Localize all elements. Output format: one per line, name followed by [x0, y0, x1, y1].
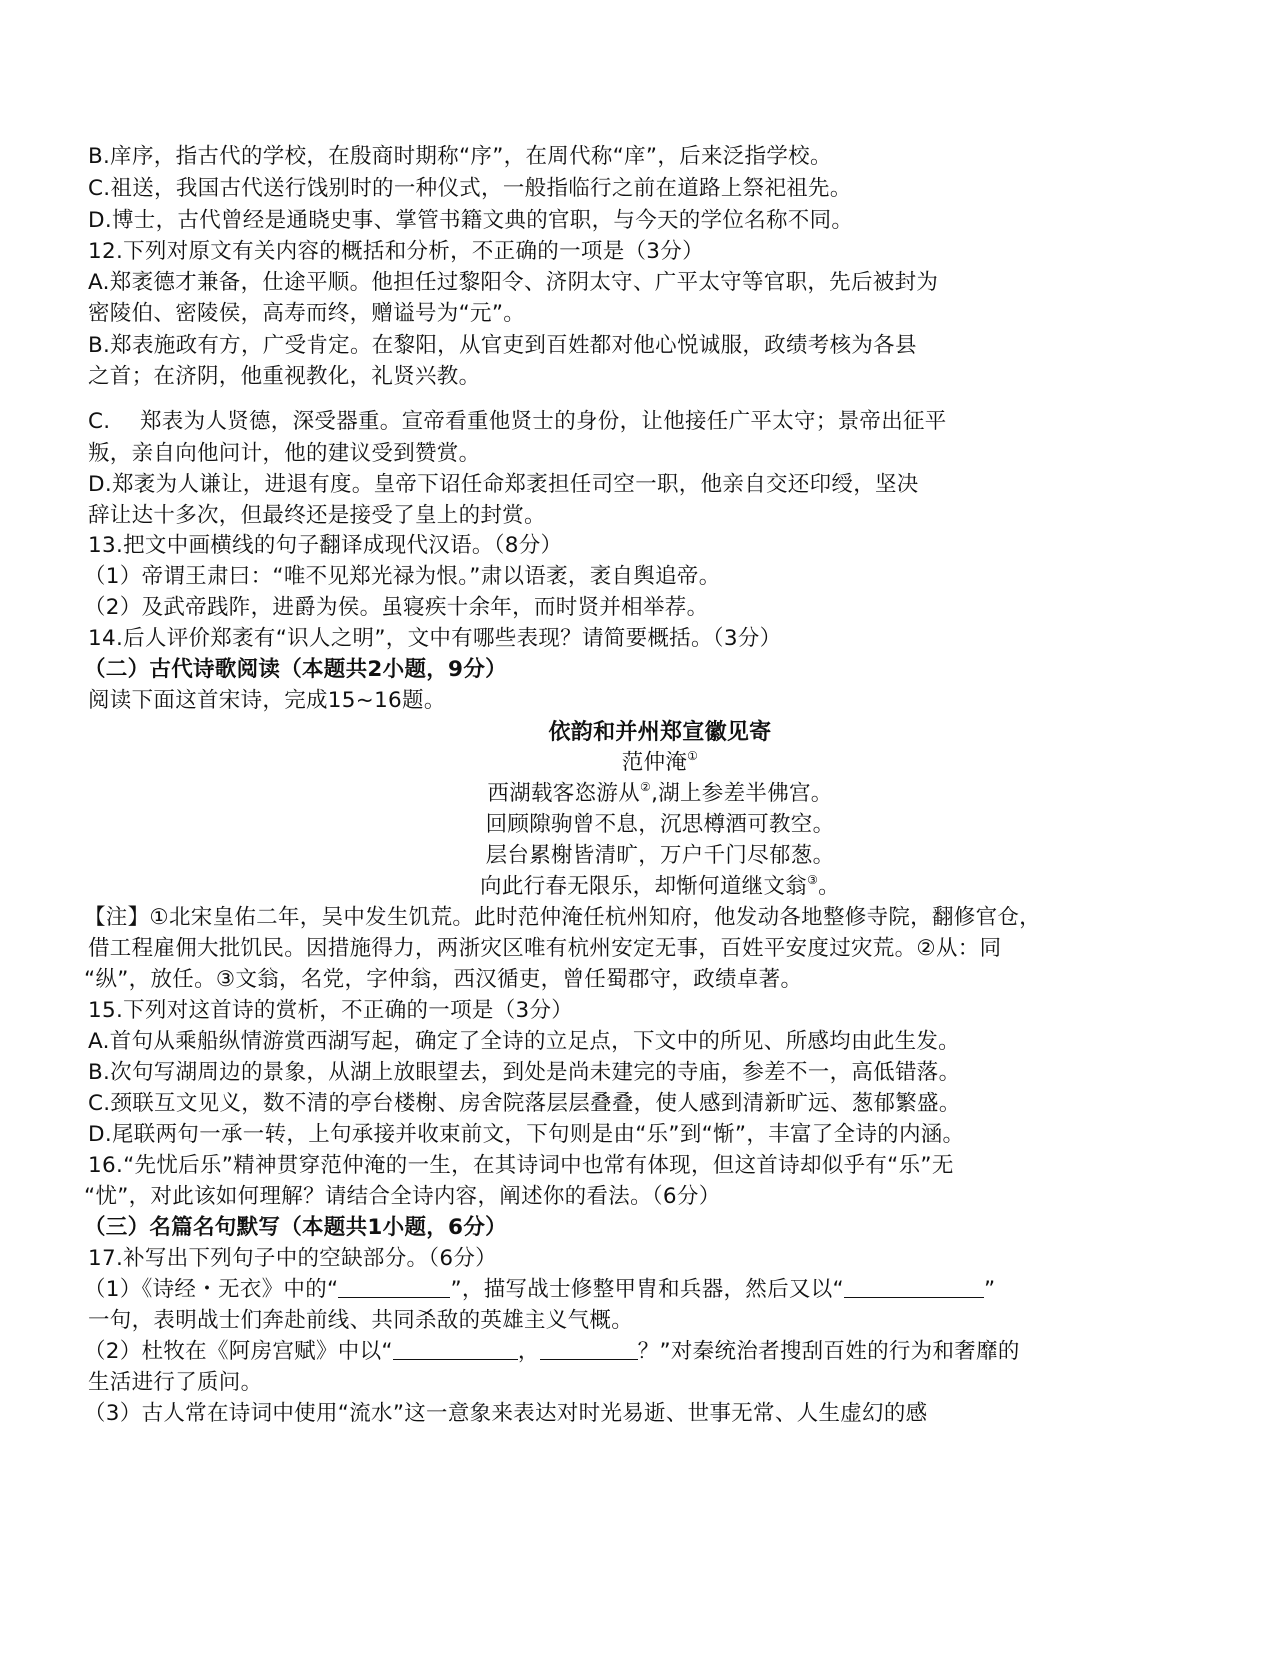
q11-option-d: D.博士，古代曾经是通晓史事、掌管书籍文典的官职，与今天的学位名称不同。 — [88, 208, 854, 233]
q17-item-2-text-b: ， — [517, 1339, 540, 1364]
q12-option-d-line1: D.郑袤为人谦让，进退有度。皇帝下诏任命郑袤担任司空一职，他亲自交还印绶，坚决 — [88, 472, 919, 497]
poem-title: 依韵和并州郑宣徽见寄 — [548, 720, 772, 745]
poem-line-1-a: 西湖载客恣游从 — [487, 781, 640, 806]
poem-author-name: 范仲淹 — [621, 750, 688, 775]
q15-option-b: B.次句写湖周边的景象，从湖上放眼望去，到处是尚未建完的寺庙，参差不一，高低错落。 — [88, 1060, 961, 1085]
q11-option-c: C.祖送，我国古代送行饯别时的一种仪式，一般指临行之前在道路上祭祀祖先。 — [88, 176, 852, 201]
q17-blank-3[interactable] — [393, 1339, 518, 1360]
q13-sentence-2: （2）及武帝践阼，进爵为侯。虽寝疾十余年，而时贤并相举荐。 — [84, 595, 709, 620]
q12-option-b-line1: B.郑表施政有方，广受肯定。在黎阳，从官吏到百姓都对他心悦诚服，政绩考核为各县 — [88, 333, 917, 358]
poem-author-note-mark: ① — [687, 749, 699, 763]
q17-item-1-text-a: （1）《诗经・无衣》中的“ — [84, 1277, 339, 1302]
q17-item-1-text-b: ”，描写战士修整甲胄和兵器，然后又以“ — [450, 1277, 844, 1302]
q13-sentence-1: （1）帝谓王肃曰：“唯不见郑光禄为恨。”肃以语袤，袤自舆追帝。 — [84, 564, 721, 589]
q12-option-c-line1 — [88, 407, 947, 437]
q15-option-a: A.首句从乘船纵情游赏西湖写起，确定了全诗的立足点，下文中的所见、所感均由此生发。 — [88, 1029, 960, 1054]
q17-item-2-line-2: 生活进行了质问。 — [88, 1370, 263, 1395]
poem-line-1-b: ,湖上参差半佛宫。 — [651, 781, 833, 806]
poem-line-4-note-mark: ③ — [807, 873, 819, 887]
q12-stem: 12.下列对原文有关内容的概括和分析，不正确的一项是（3分） — [88, 239, 704, 264]
poem-line-4 — [0, 872, 1280, 902]
q14-stem: 14.后人评价郑袤有“识人之明”，文中有哪些表现？请简要概括。（3分） — [88, 626, 782, 651]
poem-line-1 — [0, 779, 1280, 809]
q12-option-d-line2: 辞让达十多次，但最终还是接受了皇上的封赏。 — [88, 503, 546, 528]
poem-notes-line-3: “纵”，放任。③文翁，名党，字仲翁，西汉循吏，曾任蜀郡守，政绩卓著。 — [84, 967, 803, 992]
q17-stem: 17.补写出下列句子中的空缺部分。（6分） — [88, 1246, 497, 1271]
q15-option-d: D.尾联两句一承一转，上句承接并收束前文，下句则是由“乐”到“惭”，丰富了全诗的内涵。 — [88, 1122, 965, 1147]
q17-blank-4[interactable] — [540, 1339, 638, 1360]
section3-heading: （三）名篇名句默写（本题共1小题，6分） — [84, 1215, 507, 1240]
q15-stem: 15.下列对这首诗的赏析，不正确的一项是（3分） — [88, 998, 574, 1023]
q17-blank-2[interactable] — [844, 1277, 984, 1298]
q17-item-2-line-1 — [84, 1337, 1020, 1367]
q12-option-a-line2: 密陵伯、密陵侯，高寿而终，赠谥号为“元”。 — [88, 301, 526, 326]
q17-item-3-line-1: （3）古人常在诗词中使用“流水”这一意象来表达对时光易逝、世事无常、人生虚幻的感 — [84, 1401, 928, 1426]
q17-item-2-text-a: （2）杜牧在《阿房宫赋》中以“ — [84, 1339, 393, 1364]
q12-option-c-line2: 叛，亲自向他问计，他的建议受到赞赏。 — [88, 441, 481, 466]
section2-heading: （二）古代诗歌阅读（本题共2小题，9分） — [84, 657, 507, 682]
q15-option-c: C.颈联互文见义，数不清的亭台楼榭、房舍院落层层叠叠，使人感到清新旷远、葱郁繁盛。 — [88, 1091, 961, 1116]
q12-option-a-line1: A.郑袤德才兼备，仕途平顺。他担任过黎阳令、济阴太守、广平太守等官职，先后被封为 — [88, 270, 939, 295]
poem-line-4-b: 。 — [818, 874, 840, 899]
poem-notes-line-2: 借工程雇佣大批饥民。因措施得力，两浙灾区唯有杭州安定无事，百姓平安度过灾荒。②从：同 — [88, 936, 1002, 961]
q17-item-1-text-c: ” — [983, 1277, 996, 1302]
poem-line-4-a: 向此行春无限乐，却惭何道继文翁 — [480, 874, 808, 899]
q11-option-b: B.庠序，指古代的学校，在殷商时期称“序”，在周代称“庠”，后来泛指学校。 — [88, 144, 832, 169]
q16-line-1: 16.“先忧后乐”精神贯穿范仲淹的一生，在其诗词中也常有体现，但这首诗却似乎有“乐”无 — [88, 1153, 954, 1178]
q12-option-c-label: C. — [88, 409, 111, 434]
poem-line-1-note-mark: ② — [640, 780, 652, 794]
q16-line-2: “忧”，对此该如何理解？请结合全诗内容，阐述你的看法。（6分） — [84, 1184, 721, 1209]
poem-line-2: 回顾隙驹曾不息，沉思樽酒可教空。 — [485, 812, 835, 837]
q13-stem: 13.把文中画横线的句子翻译成现代汉语。（8分） — [88, 533, 563, 558]
q12-option-c-text: 郑表为人贤德，深受器重。宣帝看重他贤士的身份，让他接任广平太守；景帝出征平 — [140, 409, 947, 434]
q17-item-1-line-2: 一句，表明战士们奔赴前线、共同杀敌的英雄主义气概。 — [88, 1308, 634, 1333]
section2-intro: 阅读下面这首宋诗，完成15~16题。 — [88, 688, 446, 713]
q17-item-1-line-1 — [84, 1275, 995, 1305]
q17-item-2-text-c: ？”对秦统治者搜刮百姓的行为和奢靡的 — [637, 1339, 1020, 1364]
poem-notes-line-1: 【注】①北宋皇佑二年，吴中发生饥荒。此时范仲淹任杭州知府，他发动各地整修寺院，翻修官仓， — [84, 905, 1041, 930]
poem-line-3: 层台累榭皆清旷，万户千门尽郁葱。 — [485, 843, 835, 868]
q12-option-b-line2: 之首；在济阴，他重视教化，礼贤兴教。 — [88, 364, 481, 389]
q17-blank-1[interactable] — [338, 1277, 450, 1298]
poem-author — [0, 748, 1280, 778]
